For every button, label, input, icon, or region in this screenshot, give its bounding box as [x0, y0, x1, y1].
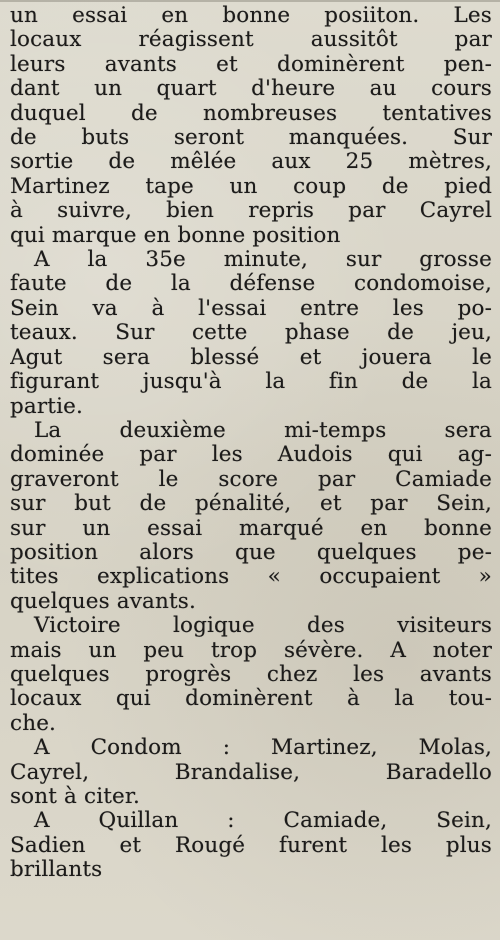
- text-line: brillants: [10, 858, 103, 883]
- text-line: Sadien et Rougé furent les plus: [10, 833, 492, 858]
- text-line: position alors que quelques pe-: [10, 540, 492, 565]
- text-line: Agut sera blessé et jouera le: [10, 345, 492, 370]
- text-line: Victoire logique des visiteurs: [34, 614, 492, 639]
- text-line: qui marque en bonne position: [10, 223, 341, 248]
- text-line: A la 35e minute, sur grosse: [34, 248, 492, 273]
- article-paragraph: [10, 809, 492, 882]
- text-line: Cayrel, Brandalise, Baradello: [10, 760, 492, 785]
- text-line: leurs avants et dominèrent pen-: [10, 52, 492, 77]
- article-paragraph: [10, 419, 492, 614]
- article-paragraph: [10, 736, 492, 809]
- text-line: un essai en bonne posiiton. Les: [10, 4, 492, 28]
- text-line: teaux. Sur cette phase de jeu,: [10, 321, 492, 346]
- text-line: duquel de nombreuses tentatives: [10, 101, 492, 126]
- text-line: partie.: [10, 394, 83, 419]
- text-line: quelques avants.: [10, 589, 196, 614]
- text-line: dominée par les Audois qui ag-: [10, 443, 492, 468]
- text-line: mais un peu trop sévère. A noter: [10, 638, 492, 663]
- text-line: sur but de pénalité, et par Sein,: [10, 492, 492, 517]
- text-line: sur un essai marqué en bonne: [10, 516, 492, 541]
- article-paragraph: [10, 614, 492, 736]
- text-line: Martinez tape un coup de pied: [10, 174, 492, 199]
- text-line: La deuxième mi-temps sera: [34, 418, 492, 443]
- text-line: figurant jusqu'à la fin de la: [10, 370, 492, 395]
- text-line: dant un quart d'heure au cours: [10, 77, 492, 102]
- text-line: de buts seront manquées. Sur: [10, 126, 492, 151]
- text-line: graveront le score par Camiade: [10, 467, 492, 492]
- text-line: à suivre, bien repris par Cayrel: [10, 199, 492, 224]
- text-line: che.: [10, 711, 57, 736]
- text-line: faute de la défense condomoise,: [10, 272, 492, 297]
- text-line: A Quillan : Camiade, Sein,: [34, 809, 492, 834]
- text-line: Sein va à l'essai entre les po-: [10, 296, 492, 321]
- text-line: A Condom : Martinez, Molas,: [34, 736, 492, 761]
- text-line: tites explications « occupaient »: [10, 565, 492, 590]
- text-line: sont à citer.: [10, 785, 140, 809]
- text-line: sortie de mêlée aux 25 mètres,: [10, 150, 492, 175]
- text-line: quelques progrès chez les avants: [10, 662, 492, 687]
- article-paragraph: [10, 4, 492, 248]
- article-paragraph: [10, 248, 492, 419]
- text-line: locaux réagissent aussitôt par: [10, 28, 492, 53]
- text-line: locaux qui dominèrent à la tou-: [10, 687, 492, 712]
